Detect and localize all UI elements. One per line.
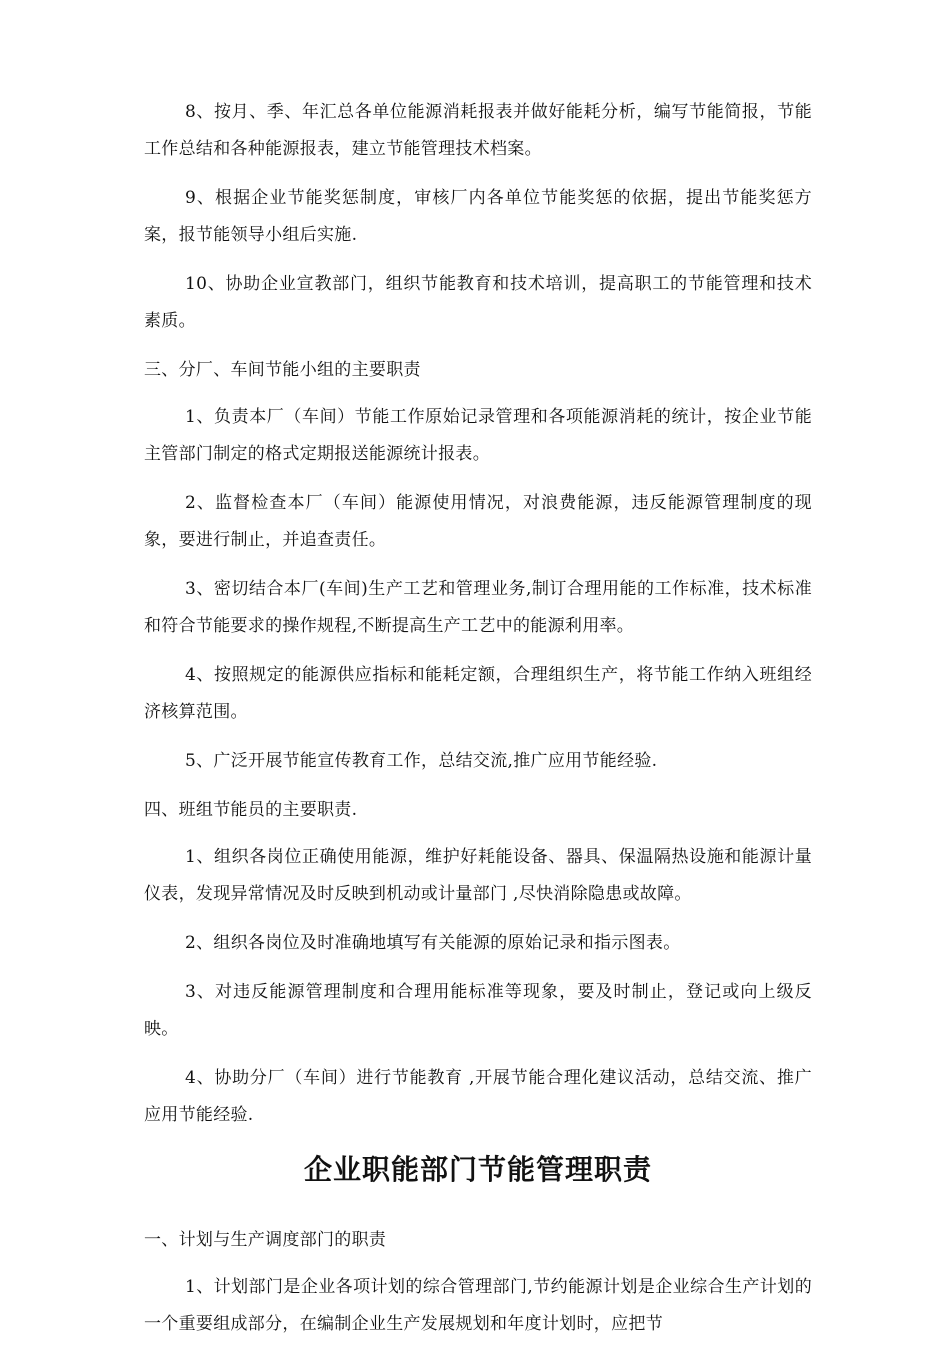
section3-item-1: 1、负责本厂（车间）节能工作原始记录管理和各项能源消耗的统计，按企业节能主管部门制定的格式定期报送能源统计报表。 xyxy=(144,407,812,464)
section3-item-2: 2、监督检查本厂（车间）能源使用情况，对浪费能源，违反能源管理制度的现象，要进行制止，并追查责任。 xyxy=(144,493,812,550)
document-body xyxy=(144,94,812,1355)
section4-item-4: 4、协助分厂（车间）进行节能教育 ,开展节能合理化建议活动，总结交流、推广应用节能经验. xyxy=(144,1068,812,1125)
section3-item-4: 4、按照规定的能源供应指标和能耗定额，合理组织生产，将节能工作纳入班组经济核算范围。 xyxy=(144,665,812,722)
section4-item-3: 3、对违反能源管理制度和合理用能标准等现象，要及时制止，登记或向上级反映。 xyxy=(144,982,812,1039)
section3-item-5: 5、广泛开展节能宣传教育工作，总结交流,推广应用节能经验. xyxy=(185,751,658,771)
section-heading-4: 四、班组节能员的主要职责. xyxy=(144,800,358,820)
section4-item-1: 1、组织各岗位正确使用能源，维护好耗能设备、器具、保温隔热设施和能源计量仪表，发现异常情况及时反映到机动或计量部门 ,尽快消除隐患或故障。 xyxy=(144,847,812,904)
paragraph-item-9: 9、根据企业节能奖惩制度，审核厂内各单位节能奖惩的依据，提出节能奖惩方案，报节能领导小组后实施. xyxy=(144,188,812,245)
section4-item-2: 2、组织各岗位及时准确地填写有关能源的原始记录和指示图表。 xyxy=(185,933,681,953)
section-heading-3: 三、分厂、车间节能小组的主要职责 xyxy=(144,360,421,380)
document-title: 企业职能部门节能管理职责 xyxy=(303,1153,652,1186)
section3-item-3: 3、密切结合本厂(车间)生产工艺和管理业务,制订合理用能的工作标准，技术标准和符合节能要求的操作规程,不断提高生产工艺中的能源利用率。 xyxy=(144,579,812,636)
section-heading-1: 一、计划与生产调度部门的职责 xyxy=(144,1230,387,1250)
paragraph-item-10: 10、协助企业宣教部门，组织节能教育和技术培训，提高职工的节能管理和技术素质。 xyxy=(144,274,812,331)
paragraph-item-8: 8、按月、季、年汇总各单位能源消耗报表并做好能耗分析，编写节能简报，节能工作总结和各种能源报表，建立节能管理技术档案。 xyxy=(144,102,812,159)
section1-item-1: 1、计划部门是企业各项计划的综合管理部门,节约能源计划是企业综合生产计划的一个重要组成部分，在编制企业生产发展规划和年度计划时，应把节 xyxy=(144,1277,812,1334)
